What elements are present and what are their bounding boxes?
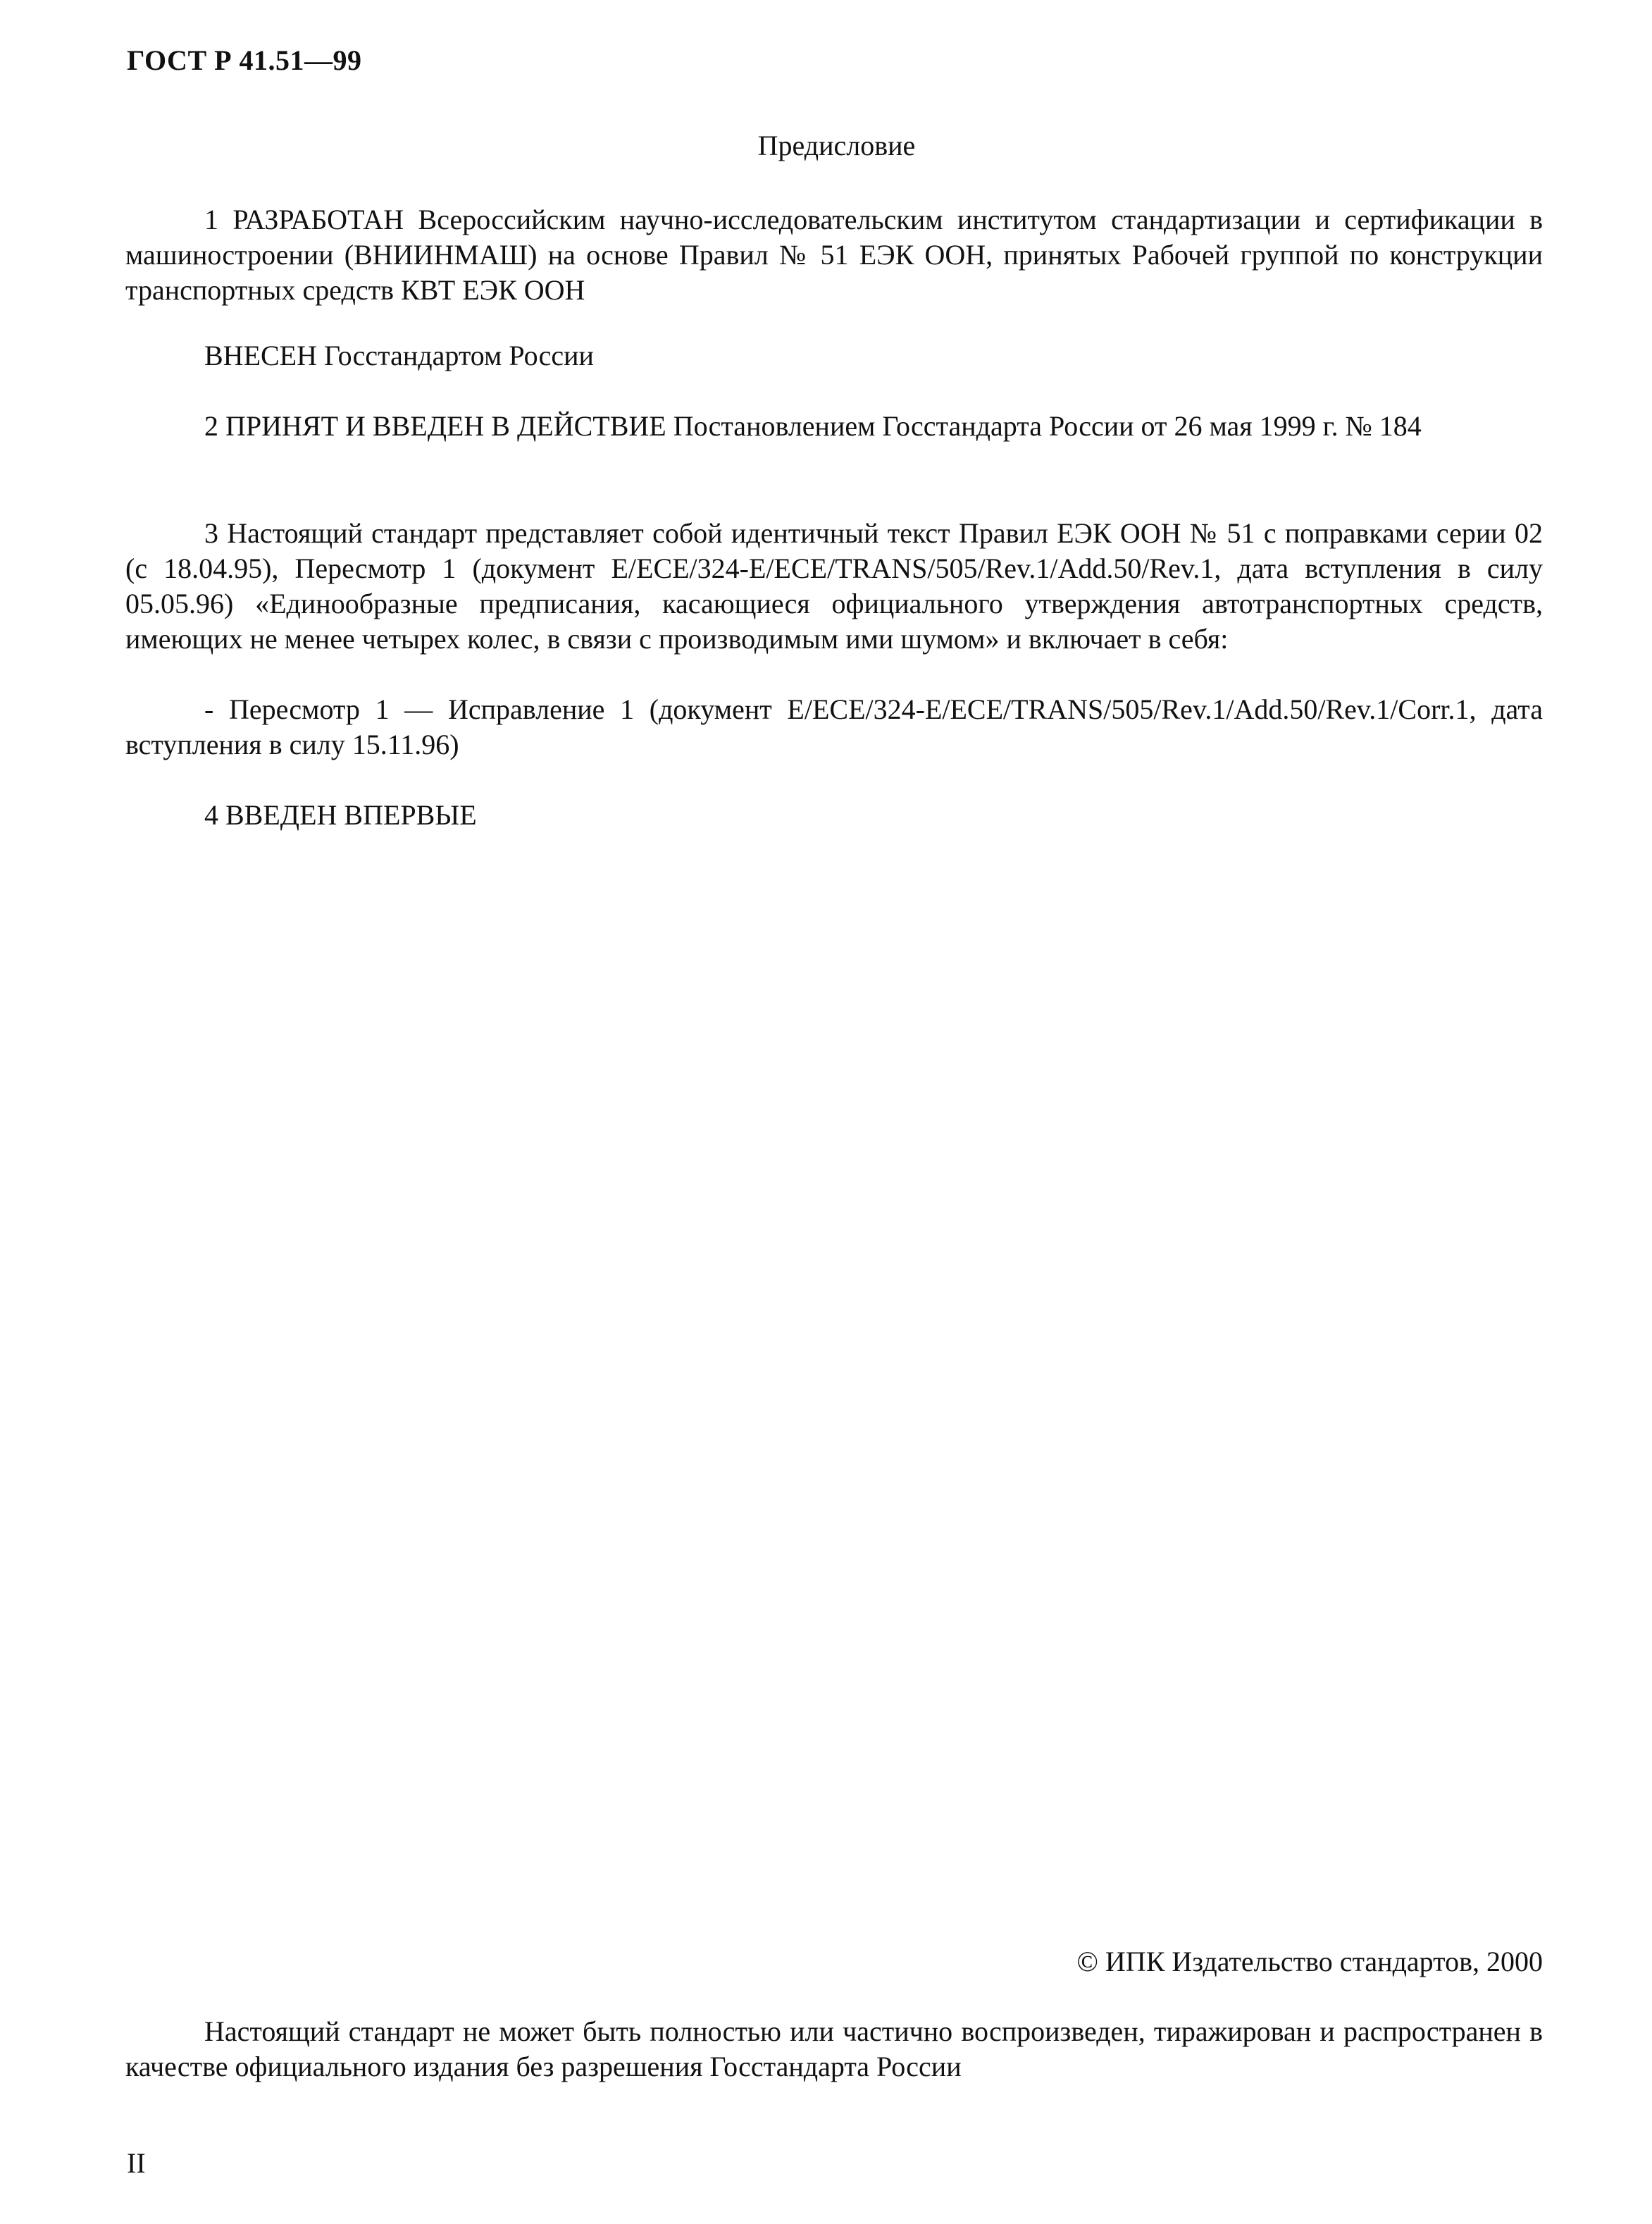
document-code: ГОСТ Р 41.51—99 <box>127 44 362 76</box>
paragraph-developed: 1 РАЗРАБОТАН Всероссийским научно-исследовательским институтом стандартизации и сертификации в машиностроении (ВНИИНМАШ) на основе Правил № 51 ЕЭК ООН, принятых Рабочей группой по конструкции транспортных средств КВТ ЕЭК ООН <box>125 204 1543 306</box>
paragraph-identical-text: 3 Настоящий стандарт представляет собой идентичный текст Правил ЕЭК ООН № 51 с поправками серии 02 (с 18.04.95), Пересмотр 1 (документ E/ECE/324-E/ECE/TRANS/505/Rev.1/Add.50/Rev.1, дата вступления в силу 05.05.96) «Единообразные предписания, касающиеся официального утверждения автотранспортных средств, имеющих не менее четырех колес, в связи с производимым ими шумом» и включает в себя: <box>125 517 1543 655</box>
paragraph-first-introduced: 4 ВВЕДЕН ВПЕРВЫЕ <box>204 799 477 831</box>
section-title: Предисловие <box>757 130 916 161</box>
page-number: II <box>127 2147 146 2179</box>
paragraph-submitted: ВНЕСЕН Госстандартом России <box>204 340 594 371</box>
paragraph-revision-correction: - Пересмотр 1 — Исправление 1 (документ E/ECE/324-E/ECE/TRANS/505/Rev.1/Add.50/Rev.1/Corr.1, дата вступления в силу 15.11.96) <box>125 693 1543 760</box>
paragraph-adopted: 2 ПРИНЯТ И ВВЕДЕН В ДЕЙСТВИЕ Постановлением Госстандарта России от 26 мая 1999 г. № 184 <box>204 410 1422 442</box>
reproduction-notice: Настоящий стандарт не может быть полностью или частично воспроизведен, тиражирован и распространен в качестве официального издания без разрешения Госстандарта России <box>125 2015 1543 2082</box>
copyright-notice: © ИПК Издательство стандартов, 2000 <box>1076 1946 1543 1977</box>
